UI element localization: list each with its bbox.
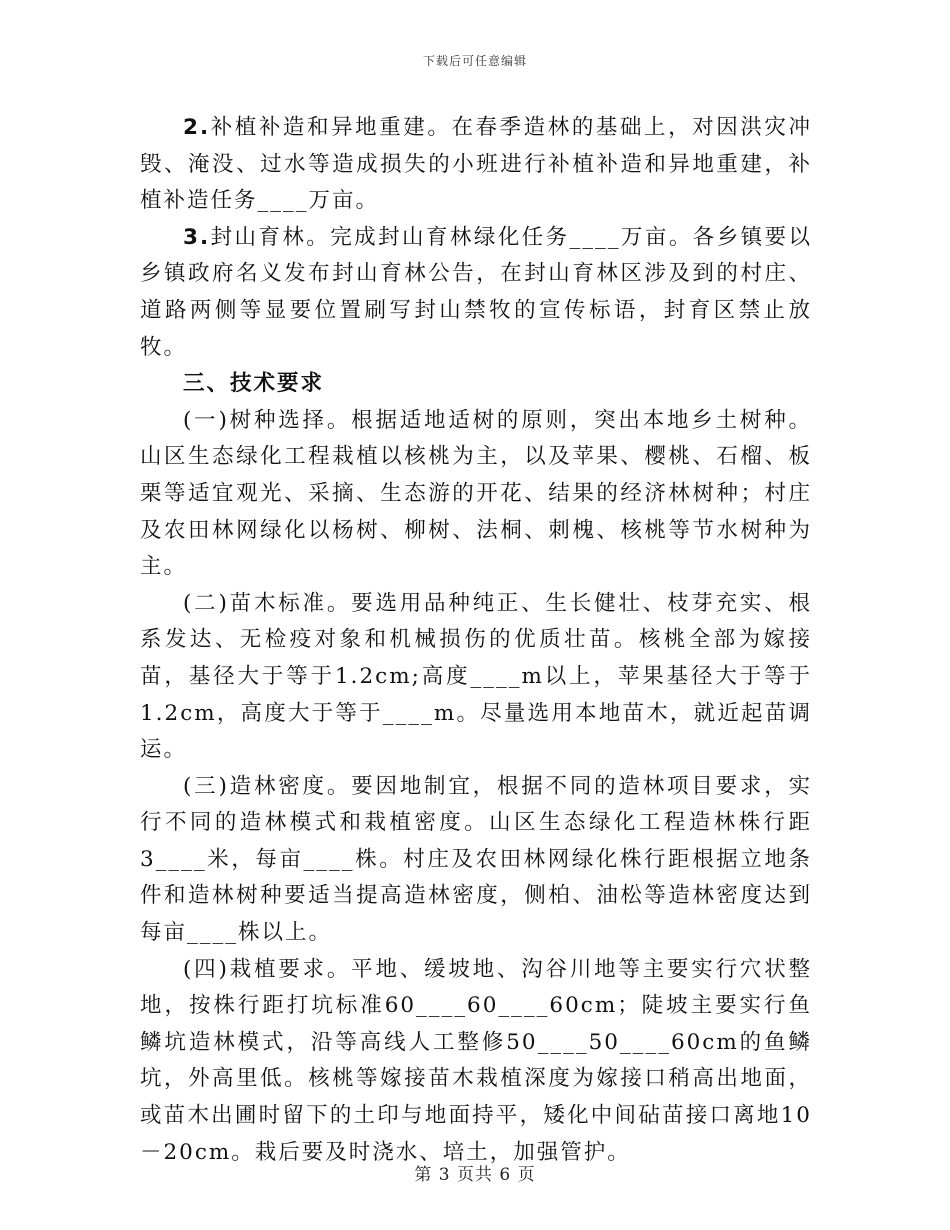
paragraph-mountain-closure xyxy=(140,220,812,366)
header-note: 下载后可任意编辑 xyxy=(422,54,527,68)
item-number: 3. xyxy=(183,224,211,250)
paragraph-seedling-standard: (二)苗木标准。要选用品种纯正、生长健壮、枝芽充实、根系发达、无检疫对象和机械损伤的优质壮苗。核桃全部为嫁接苗，基径大于等于1.2cm;高度____m以上，苹果基径大于等于1.2cm，高度大于等于____m。尽量选用本地苗木，就近起苗调运。 xyxy=(140,590,812,763)
item-number: 2. xyxy=(183,115,211,140)
section-heading: 三、技术要求 xyxy=(183,371,325,397)
paragraph-replanting xyxy=(140,110,812,220)
paragraph-species-selection: (一)树种选择。根据适地适树的原则，突出本地乡土树种。山区生态绿化工程栽植以核桃为主，以及苹果、樱桃、石榴、板栗等适宜观光、采摘、生态游的开花、结果的经济林树种；村庄及农田林网绿化以杨树、柳树、法桐、刺槐、核桃等节水树种为主。 xyxy=(140,407,812,580)
paragraph-planting-requirements: (四)栽植要求。平地、缓坡地、沟谷川地等主要实行穴状整地，按株行距打坑标准60____60____60cm；陡坡主要实行鱼鳞坑造林模式，沿等高线人工整修50____50____60cm的鱼鳞坑，外高里低。核桃等嫁接苗木栽植深度为嫁接口稍高出地面，或苗木出圃时留下的土印与地面持平，矮化中间砧苗接口离地10－20cm。栽后要及时浇水、培土，加强管护。 xyxy=(140,956,812,1165)
paragraph-text: 封山育林。完成封山育林绿化任务____万亩。各乡镇要以乡镇政府名义发布封山育林公告，在封山育林区涉及到的村庄、道路两侧等显要位置刷写封山禁牧的宣传标语，封育区禁止放牧。 xyxy=(140,224,812,360)
paragraph-planting-density: (三)造林密度。要因地制宜，根据不同的造林项目要求，实行不同的造林模式和栽植密度。山区生态绿化工程造林株行距3____米，每亩____株。村庄及农田林网绿化株行距根据立地条件和造林树种要适当提高造林密度，侧柏、油松等造林密度达到每亩____株以上。 xyxy=(140,773,812,946)
paragraph-text: 补植补造和异地重建。在春季造林的基础上，对因洪灾冲毁、淹没、过水等造成损失的小班进行补植补造和异地重建，补植补造任务____万亩。 xyxy=(140,115,812,214)
document-body xyxy=(140,110,812,1171)
page-number: 第 3 页共 6 页 xyxy=(414,1165,536,1185)
